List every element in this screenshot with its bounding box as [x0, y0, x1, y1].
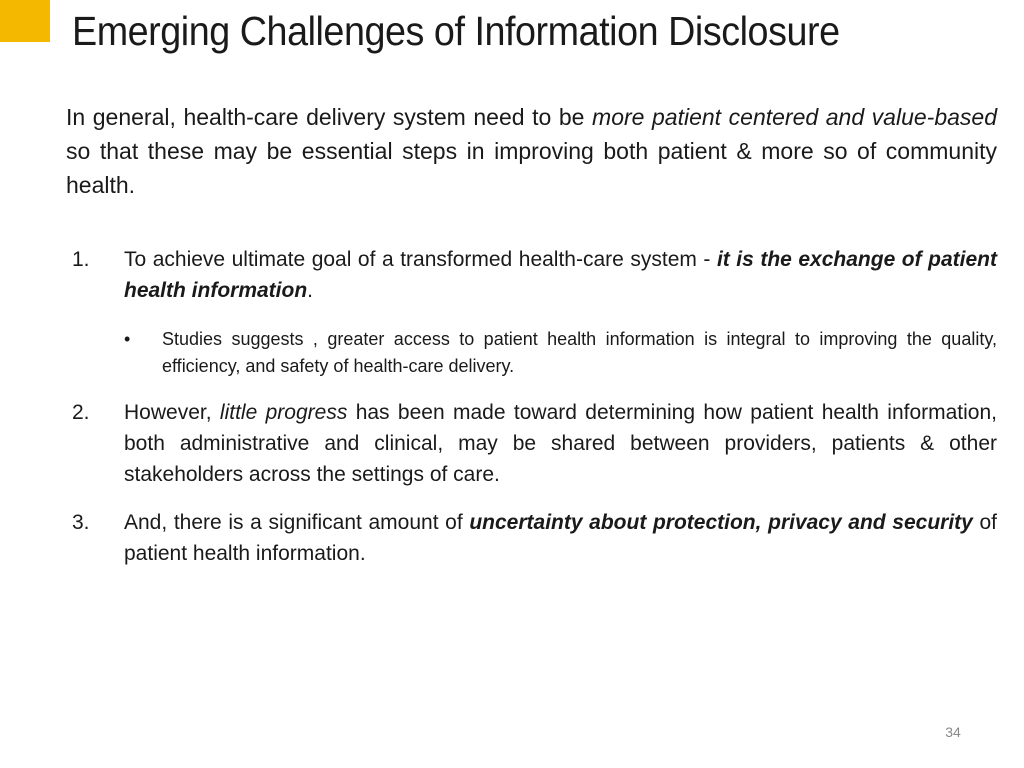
- item-2-text-b: has been made toward determining how patient health information, both administrative and clinical, may be shared between providers, patients & other stakeholders across the settings of care.: [124, 401, 997, 486]
- sub-bullet-text: Studies suggests , greater access to patient health information is integral to improving the quality, efficiency, and safety of health-care delivery.: [162, 329, 997, 376]
- bullet-icon: •: [124, 329, 131, 349]
- list-number-3: 3.: [72, 511, 90, 534]
- intro-paragraph: [66, 100, 997, 202]
- list-number-2: 2.: [72, 401, 90, 424]
- list-number-1: 1.: [72, 248, 90, 271]
- item-1-emphasis: it is the exchange of patient health information: [124, 248, 997, 302]
- list-item-2: [66, 397, 997, 490]
- numbered-list: [66, 244, 997, 569]
- list-item-1: [66, 244, 997, 306]
- intro-text-2: so that these may be essential steps in improving both patient & more so of community health.: [66, 138, 997, 198]
- item-1-text-b: .: [307, 279, 314, 302]
- slide-title: Emerging Challenges of Information Disclosure: [72, 8, 840, 54]
- intro-text-1: In general, health-care delivery system need to be: [66, 104, 593, 130]
- intro-emphasis: more patient centered and value-based: [592, 104, 997, 130]
- item-3-emphasis: uncertainty about protection, privacy and security: [469, 511, 973, 534]
- item-3-text-b: of patient health information.: [124, 511, 997, 565]
- accent-square: [0, 0, 50, 42]
- item-2-text-a: However,: [124, 401, 220, 424]
- item-2-emphasis: little progress: [219, 401, 348, 424]
- item-3-text-a: And, there is a significant amount of: [124, 511, 470, 534]
- page-number: 34: [945, 724, 961, 740]
- list-item-3: [66, 507, 997, 569]
- item-1-text-a: To achieve ultimate goal of a transformed health-care system -: [124, 248, 717, 271]
- sub-bullet-item: [66, 326, 997, 380]
